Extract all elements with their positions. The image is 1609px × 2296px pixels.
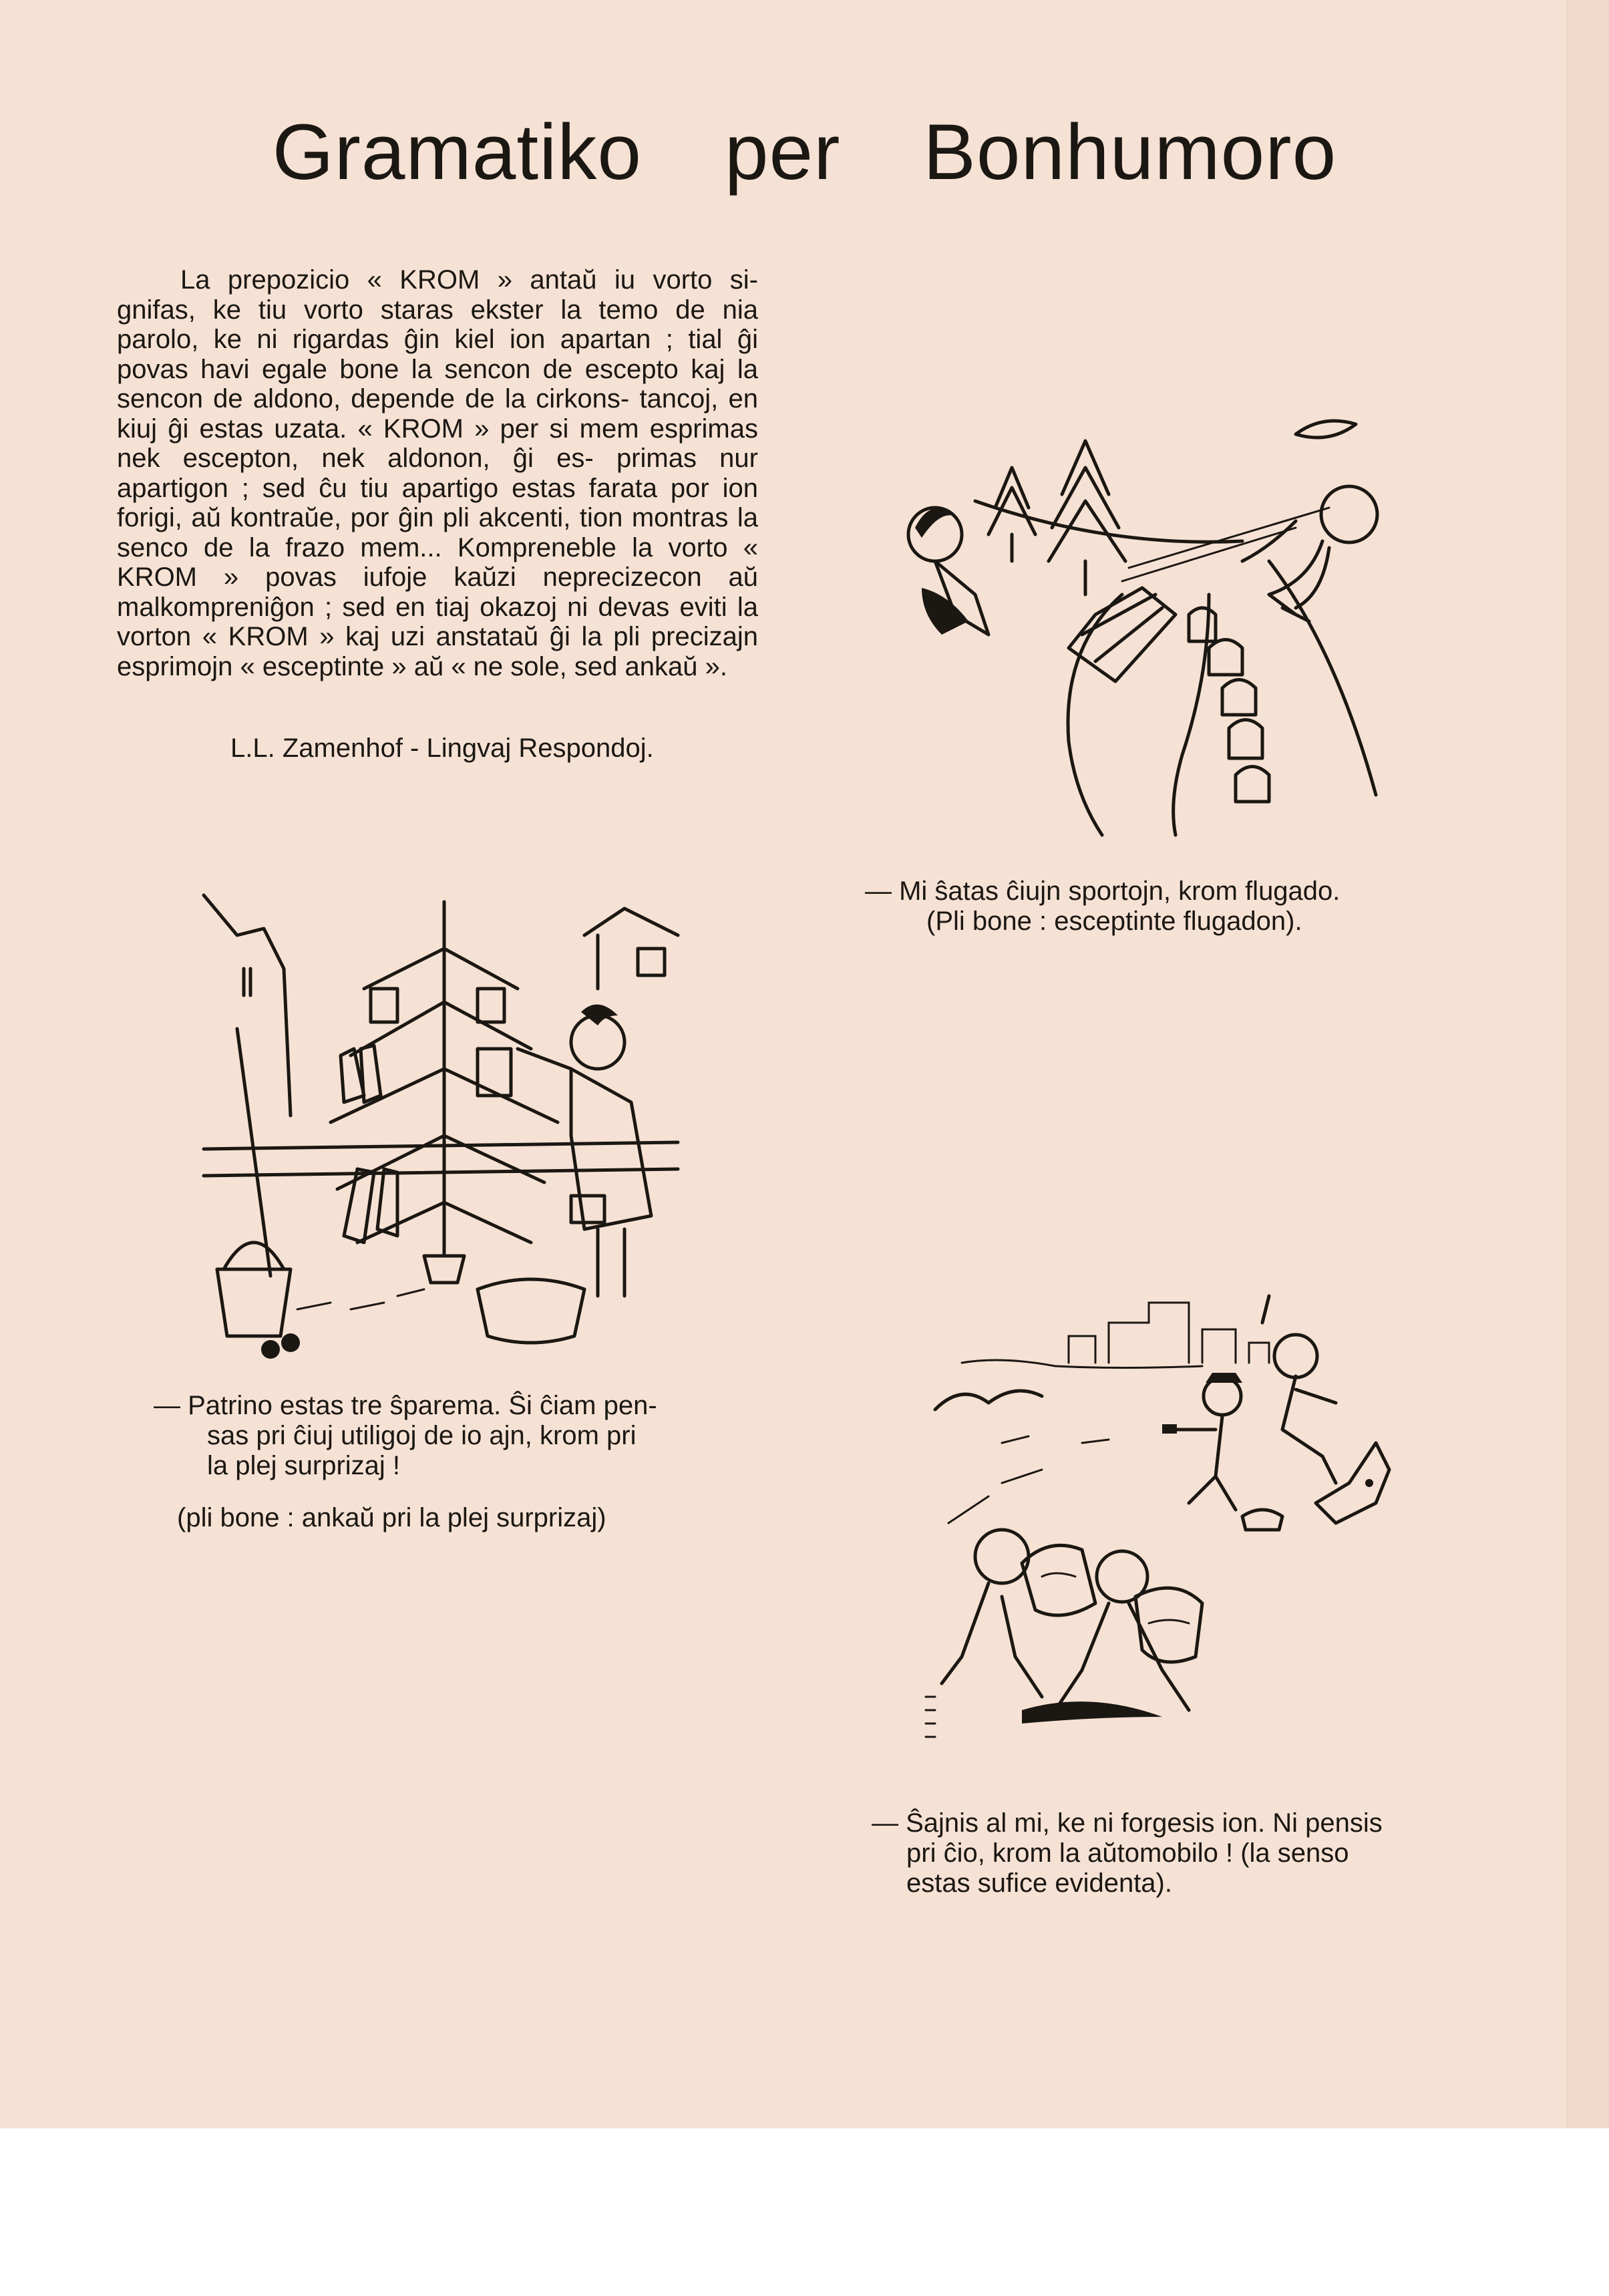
intro-line: farata por ion forigi, aŭ kontraŭe, por ĝin pli <box>117 473 759 532</box>
caption-tree-note: (pli bone : ankaŭ pri la plej surprizaj) <box>177 1503 606 1532</box>
intro-line: Kompreneble la vorto « KROM » povas iufoje <box>117 532 758 592</box>
intro-line: kaŭzi neprecizecon aŭ malkompreniĝon ; sed en <box>117 562 759 622</box>
intro-line: tiaj okazoj ni devas eviti la vorton « KROM » <box>117 592 758 651</box>
caption-line: sas pri ĉiuj utiligoj de io ajn, krom pri <box>207 1421 637 1450</box>
intro-line: ĝi povas havi egale bone la sencon de escepto <box>117 325 758 384</box>
caption-line: — Ŝajnis al mi, ke ni forgesis ion. Ni pensis <box>872 1808 1383 1838</box>
signature: L.L. Zamenhof - Lingvaj Respondoj. <box>230 733 654 763</box>
caption-line: — Mi ŝatas ĉiujn sportojn, krom flugado. <box>865 876 1340 906</box>
caption-line: estas sufice evidenta). <box>906 1868 1172 1898</box>
intro-line: akcenti, tion montras la senco de la frazo mem... <box>117 503 758 562</box>
page-title: Gramatiko per Bonhumoro <box>272 108 1337 196</box>
intro-paragraph <box>117 265 758 681</box>
intro-line: gnifas, ke tiu vorto staras ekster la temo de nia <box>117 295 758 325</box>
caption-line: (Pli bone : esceptinte flugadon). <box>926 907 1302 936</box>
intro-line: kaj uzi anstataŭ ĝi la pli precizajn esprimojn <box>117 622 758 681</box>
caption-chase <box>872 1808 1456 1899</box>
caption-line: la plej surprizaj ! <box>207 1451 401 1480</box>
intro-line: primas nur apartigon ; sed ĉu tiu apartigo estas <box>117 444 758 503</box>
sled-cartoon-illustration <box>895 394 1416 848</box>
caption-line: — Patrino estas tre ŝparema. Ŝi ĉiam pen- <box>154 1391 657 1420</box>
intro-line: kaj la sencon de aldono, depende de la cirkons- <box>117 354 758 414</box>
caption-tree <box>154 1391 731 1481</box>
caption-line: pri ĉio, krom la aŭtomobilo ! (la senso <box>906 1838 1349 1868</box>
intro-line: « esceptinte » aŭ « ne sole, sed ankaŭ ». <box>240 651 727 681</box>
intro-line: La prepozicio « KROM » antaŭ iu vorto si- <box>180 265 758 295</box>
intro-line: parolo, ke ni rigardas ĝin kiel ion apartan ; tial <box>117 325 723 354</box>
intro-line: tancoj, en kiuj ĝi estas uzata. « KROM » per si <box>117 384 758 444</box>
intro-line: mem esprimas nek escepton, nek aldonon, ĝi es- <box>117 414 758 473</box>
caption-sled <box>865 876 1466 937</box>
page-edge <box>1566 0 1609 2128</box>
police-chase-cartoon-illustration <box>922 1283 1429 1777</box>
tree-laundry-cartoon-illustration <box>197 882 691 1363</box>
